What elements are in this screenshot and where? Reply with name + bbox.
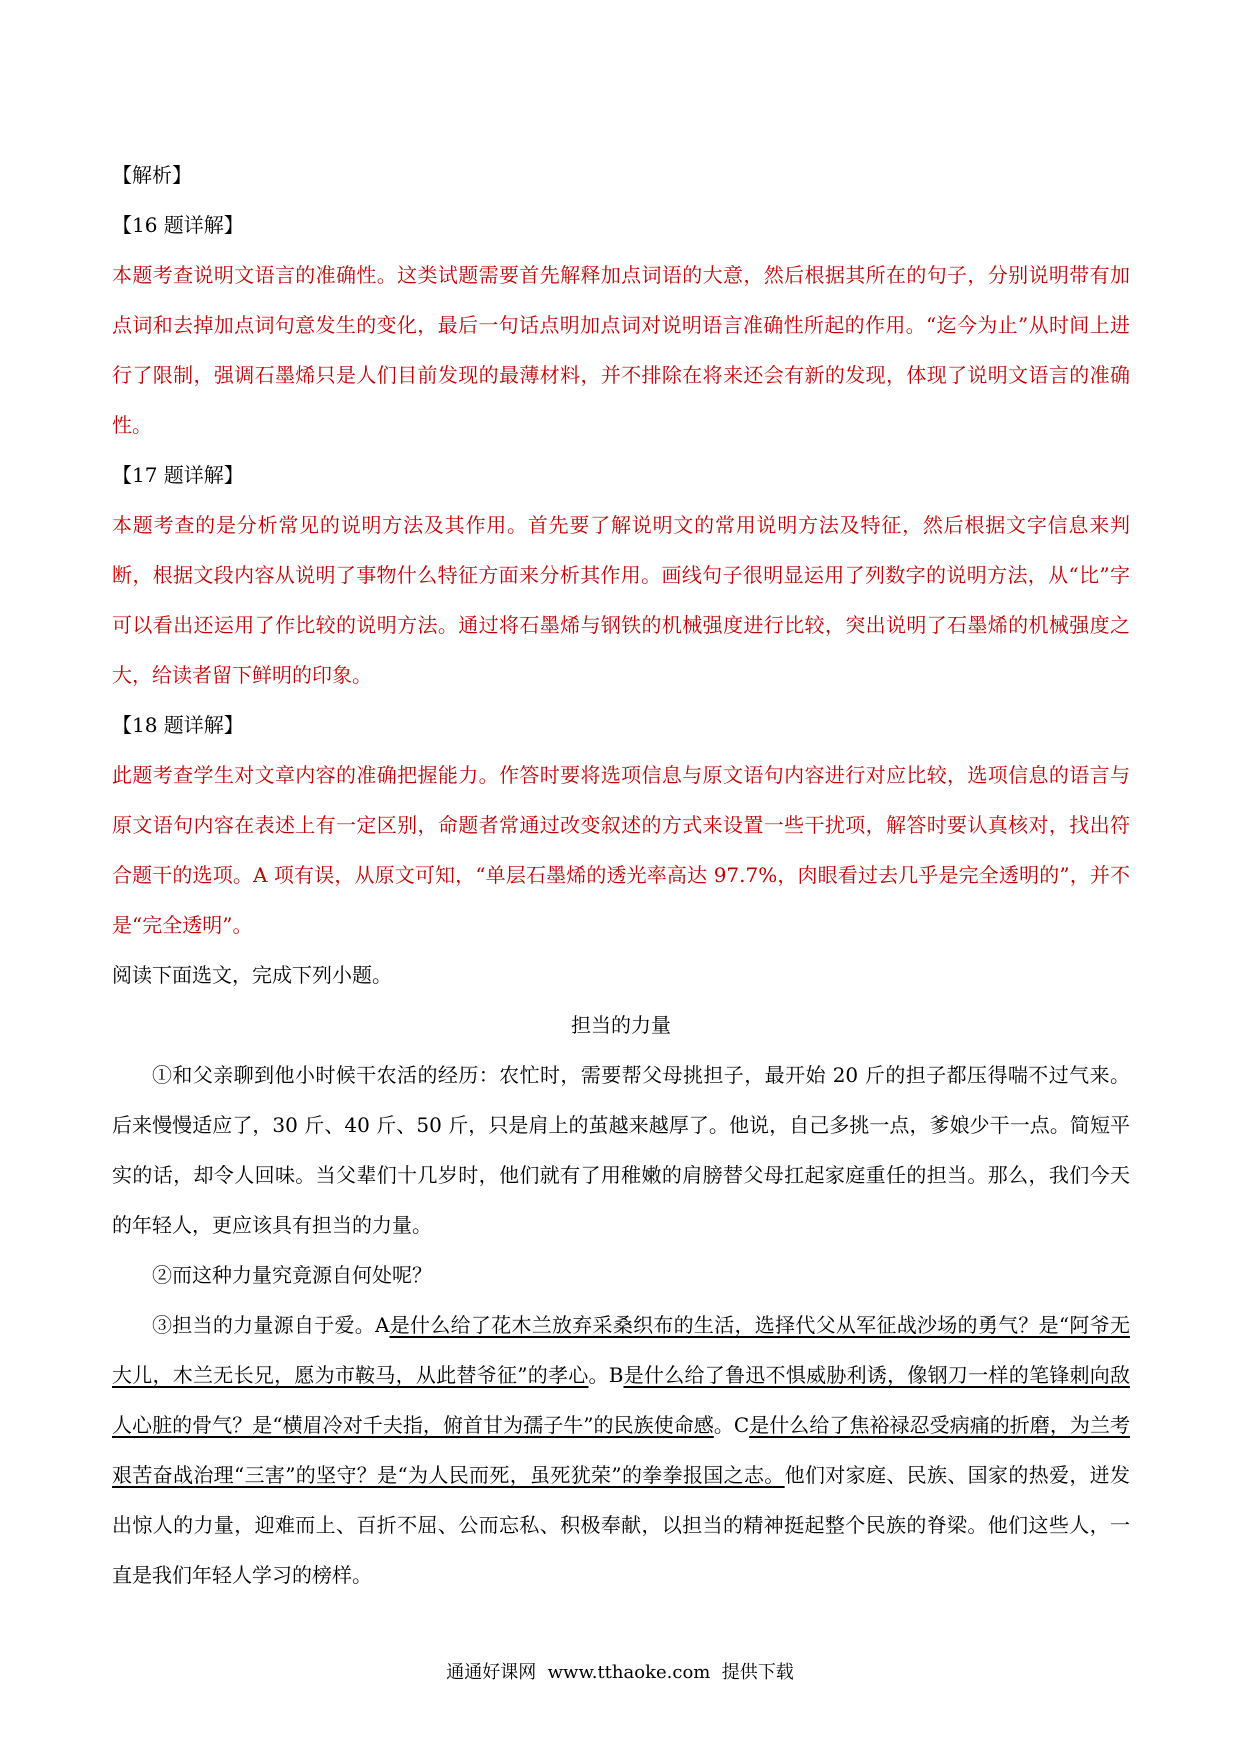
article-paragraph-1: ①和父亲聊到他小时候干农活的经历：农忙时，需要帮父母挑担子，最开始 20 斤的担子都压得喘不过气来。后来慢慢适应了，30 斤、40 斤、50 斤，只是肩上的茧越来越厚了。他说，自己多挑一点，爹娘少干一点。简短平实的话，却令人回味。当父辈们十几岁时，他们就有了用稚嫩的肩膀替父母扛起家庭重任的担当。那么，我们今天的年轻人，更应该具有担当的力量。 xyxy=(112,1063,1130,1237)
paragraph-3-text-1: ③担当的力量源自于爱。A xyxy=(152,1313,390,1337)
article-paragraph-3 xyxy=(112,1300,1130,1600)
article-paragraph-2: ②而这种力量究竟源自何处呢？ xyxy=(152,1263,432,1287)
q16-explanation: 本题考查说明文语言的准确性。这类试题需要首先解释加点词语的大意，然后根据其所在的句子，分别说明带有加点词和去掉加点词句意发生的变化，最后一句话点明加点词对说明语言准确性所起的作用。“迄今为止”从时间上进行了限制，强调石墨烯只是人们目前发现的最薄材料，并不排除在将来还会有新的发现，体现了说明文语言的准确性。 xyxy=(112,263,1130,437)
underlined-sentence-c: 是什么给了焦裕禄忍受病痛的折磨，为兰考艰苦奋战治理“三害”的坚守？是“为人民而死，虽死犹荣”的拳拳报国之志。 xyxy=(112,1413,1131,1487)
reading-instruction: 阅读下面选文，完成下列小题。 xyxy=(112,963,392,987)
document-page xyxy=(112,150,1130,1600)
underlined-sentence-a: 是什么给了花木兰放弃采桑织布的生活，选择代父从军征战沙场的勇气？是“阿爷无大儿，木兰无长兄，愿为市鞍马，从此替爷征”的孝心 xyxy=(112,1313,1130,1387)
paragraph-3-text-3: 。C xyxy=(713,1413,750,1437)
q17-explanation: 本题考查的是分析常见的说明方法及其作用。首先要了解说明文的常用说明方法及特征，然后根据文字信息来判断，根据文段内容从说明了事物什么特征方面来分析其作用。画线句子很明显运用了列数字的说明方法，从“比”字可以看出还运用了作比较的说明方法。通过将石墨烯与钢铁的机械强度进行比较，突出说明了石墨烯的机械强度之大，给读者留下鲜明的印象。 xyxy=(112,513,1130,687)
q18-heading: 【18 题详解】 xyxy=(112,713,244,737)
paragraph-3-text-2: 。B xyxy=(588,1363,624,1387)
paragraph-3-text-4: 他们对家庭、民族、国家的热爱，迸发出惊人的力量，迎难而上、百折不屈、公而忘私、积极奉献，以担当的精神挺起整个民族的脊梁。他们这些人，一直是我们年轻人学习的榜样。 xyxy=(112,1463,1131,1587)
article-title: 担当的力量 xyxy=(571,1013,671,1037)
q18-explanation: 此题考查学生对文章内容的准确把握能力。作答时要将选项信息与原文语句内容进行对应比较，选项信息的语言与原文语句内容在表述上有一定区别，命题者常通过改变叙述的方式来设置一些干扰项，解答时要认真核对，找出符合题干的选项。A 项有误，从原文可知，“单层石墨烯的透光率高达 97.7%，肉眼看过去几乎是完全透明的”，并不是“完全透明”。 xyxy=(112,763,1130,937)
q17-heading: 【17 题详解】 xyxy=(112,463,244,487)
underlined-sentence-b: 是什么给了鲁迅不惧威胁利诱，像钢刀一样的笔锋刺向敌人心脏的骨气？是“横眉冷对千夫指，俯首甘为孺子牛”的民族使命感 xyxy=(112,1363,1130,1437)
analysis-heading: 【解析】 xyxy=(112,163,192,187)
page-footer: 通通好课网 www.tthaoke.com 提供下载 xyxy=(446,1662,794,1683)
q16-heading: 【16 题详解】 xyxy=(112,213,244,237)
